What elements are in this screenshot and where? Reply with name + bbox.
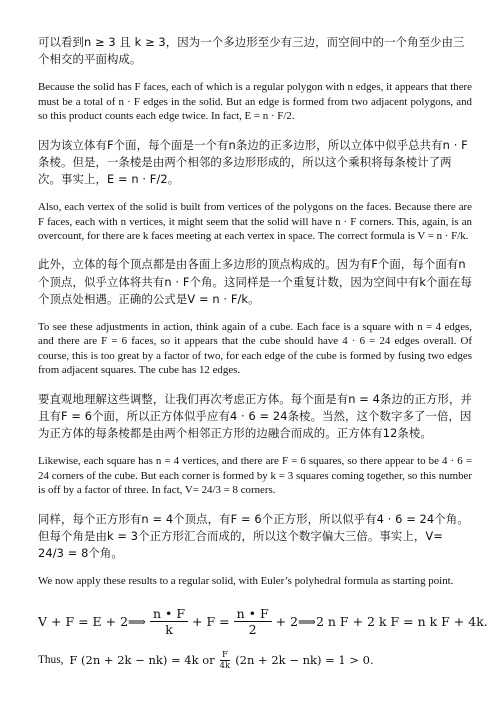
paragraph-en-3: To see these adjustments in action, think again of a cube. Each face is a square with n = 4 edges, and there are F = 6 faces, so it appears that the cube should have 4 · 6 = 24 edges overall. Of course, this is too great by a factor of two, for each edge of the cube is formed by fusing two edges from adjacent squares. The cube has 12 edges. xyxy=(38,321,472,377)
paragraph-en-2: Also, each vertex of the solid is built from vertices of the polygons on the faces. Because there are F faces, each with n vertices, it might seem that the solid will have n · F corners. This, again, is an overcount, for there are k faces meeting at each vertex in space. The correct formula is V = n · F/k. xyxy=(38,201,472,243)
implies-arrow-1: ⟹ xyxy=(128,614,146,630)
implies-arrow-2: ⟹ xyxy=(298,614,316,630)
fraction-denominator: k xyxy=(165,622,173,638)
thus-expression-1: F (2n + 2k − nk) = 4k or xyxy=(69,653,215,668)
equation-lhs: V + F = E + 2 xyxy=(38,614,129,630)
paragraph-en-1: Because the solid has F faces, each of which is a regular polygon with n edges, it appears that there must be a total of n · F edges in the solid. But an edge is formed from two adjacent polygons, and so this product counts each edge twice. In fact, E = n · F/2. xyxy=(38,81,472,123)
thus-expression-2: (2n + 2k − nk) = 1 > 0. xyxy=(235,653,374,668)
thus-label: Thus, xyxy=(38,654,64,667)
paragraph-zh-5: 同样，每个正方形有n = 4个顶点，有F = 6个正方形，所以似乎有4 · 6 = 24个角。但每个角是由k = 3个正方形汇合而成的，所以这个数字偏大三倍。事实上，V= 24/3 = 8个角。 xyxy=(38,511,469,560)
paragraph-zh-3: 此外，立体的每个顶点都是由各面上多边形的顶点构成的。因为有F个面，每个面有n个顶点，似乎立体将共有n · F个角。这同样是一个重复计数，因为空间中有k个面在每个顶点处相遇。正确的公式是V = n · F/k。 xyxy=(38,257,473,306)
paragraph-zh-1: 可以看到n ≥ 3 且 k ≥ 3，因为一个多边形至少有三边，而空间中的一个角至少由三个相交的平面构成。 xyxy=(38,35,465,67)
fraction-denominator: 4k xyxy=(219,660,231,671)
fraction-numerator: n • F xyxy=(150,606,188,622)
equation-plus-2: + 2 xyxy=(275,614,299,630)
paragraph-en-4: Likewise, each square has n = 4 vertices, and there are F = 6 squares, so there appear to be 4 · 6 = 24 corners of the cube. But each corner is formed by k = 3 squares coming together, so this number is off by a factor of three. In fact, V= 24/3 = 8 corners. xyxy=(38,455,472,497)
equation-plus-f: + F = xyxy=(192,614,230,630)
paragraph-en-5: We now apply these results to a regular solid, with Euler’s polyhedral formula as starting point. xyxy=(38,575,454,588)
fraction-f-over-4k xyxy=(218,650,233,671)
fraction-nf-over-2 xyxy=(234,606,272,637)
fraction-denominator: 2 xyxy=(248,622,257,638)
thus-line xyxy=(38,650,472,671)
euler-equation xyxy=(38,602,488,642)
fraction-nf-over-k xyxy=(150,606,188,637)
fraction-numerator: F xyxy=(221,649,228,660)
fraction-numerator: n • F xyxy=(234,606,272,622)
equation-rhs: 2 n F + 2 k F = n k F + 4k. xyxy=(315,614,488,630)
paragraph-zh-4: 要直观地理解这些调整，让我们再次考虑正方体。每个面是有n = 4条边的正方形，并且有F = 6个面，所以正方体似乎应有4 · 6 = 24条棱。当然，这个数字多了一倍，因为正方体的每条棱都是由两个相邻正方形的边融合而成的。正方体有12条棱。 xyxy=(38,391,472,441)
paragraph-zh-2: 因为该立体有F个面，每个面是一个有n条边的正多边形，所以立体中似乎总共有n · F条棱。但是，一条棱是由两个相邻的多边形形成的，所以这个乘积将每条棱计了两次。事实上，E = n · F/2。 xyxy=(38,137,468,187)
